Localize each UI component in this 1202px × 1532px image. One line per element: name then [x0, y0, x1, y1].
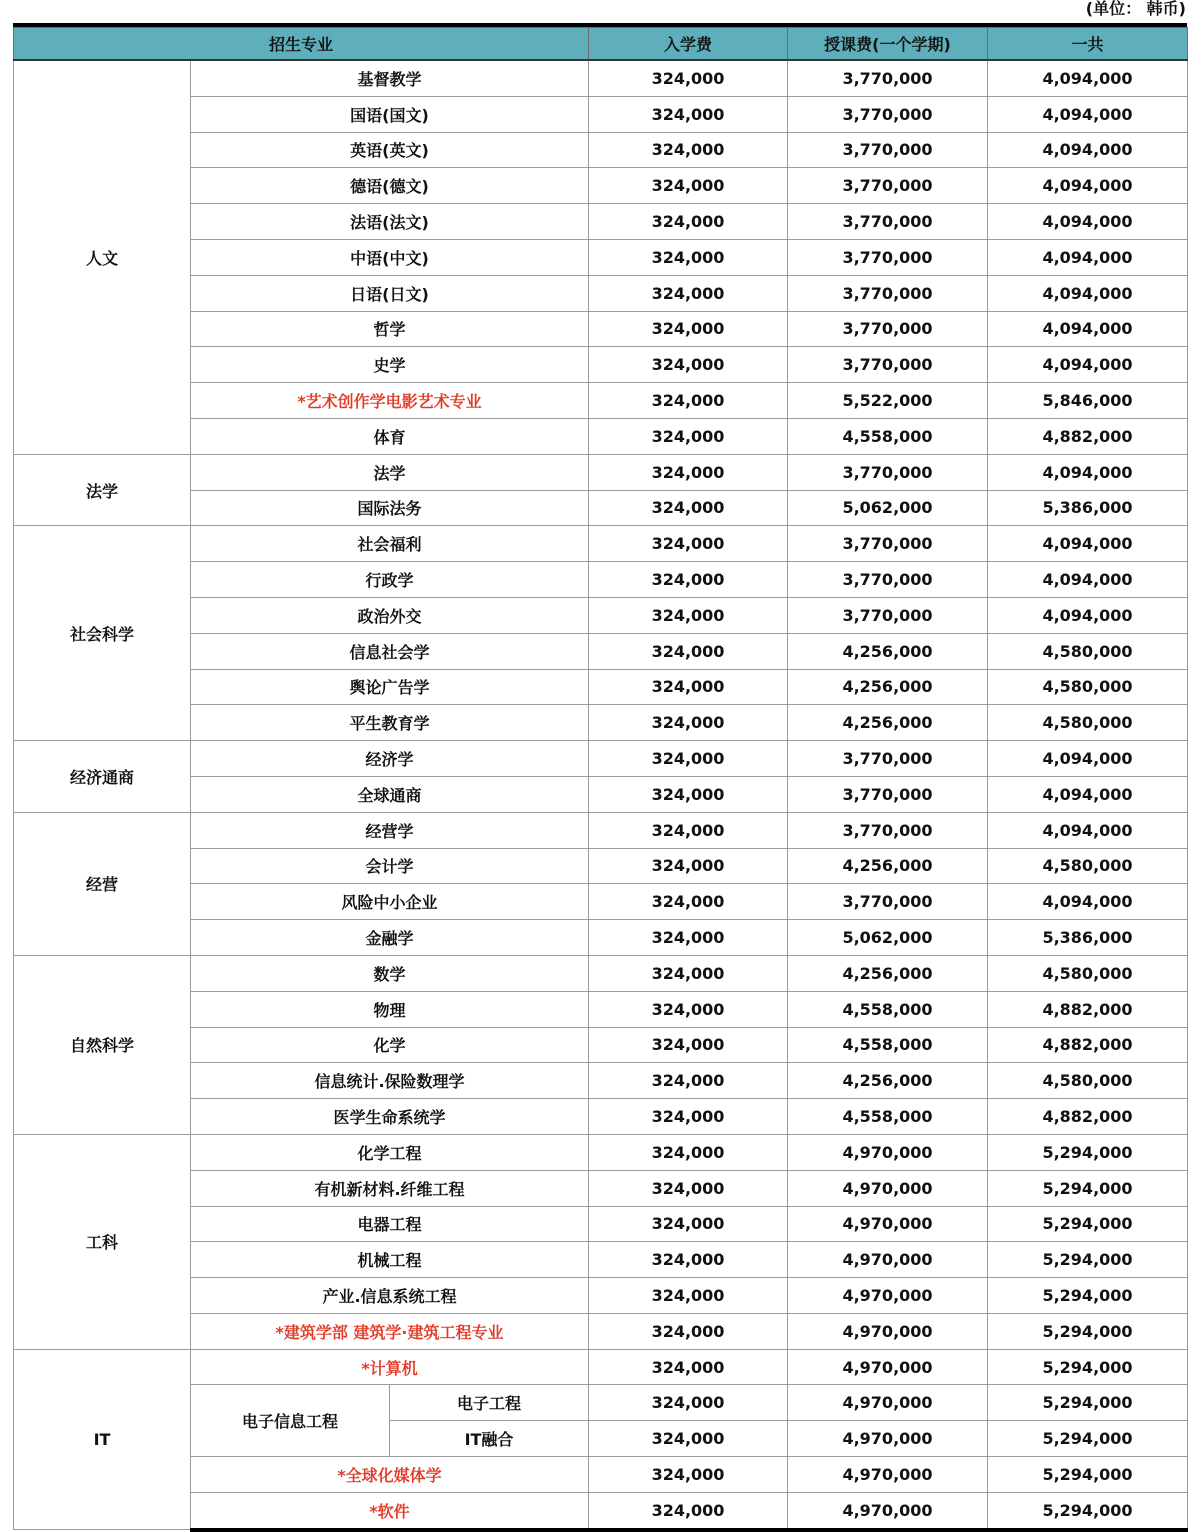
- major-cell: 德语(德文): [191, 168, 589, 204]
- table-row: [14, 920, 1188, 956]
- table-row: [14, 1457, 1188, 1493]
- major-cell: *软件: [191, 1492, 589, 1529]
- total-fee-cell: 4,094,000: [988, 239, 1188, 275]
- admission-fee-cell: 324,000: [589, 705, 788, 741]
- major-cell: 日语(日文): [191, 275, 589, 311]
- admission-fee-cell: 324,000: [589, 741, 788, 777]
- total-fee-cell: 5,294,000: [988, 1385, 1188, 1421]
- header-row: [14, 28, 1188, 61]
- table-row: [14, 884, 1188, 920]
- admission-fee-cell: 324,000: [589, 1492, 788, 1529]
- category-cell: 工科: [14, 1134, 191, 1349]
- total-fee-cell: 4,094,000: [988, 741, 1188, 777]
- table-row: [14, 454, 1188, 490]
- table-row: [14, 955, 1188, 991]
- major-cell: 中语(中文): [191, 239, 589, 275]
- total-fee-cell: 4,094,000: [988, 132, 1188, 168]
- total-fee-cell: 4,094,000: [988, 204, 1188, 240]
- admission-fee-cell: 324,000: [589, 1421, 788, 1457]
- major-cell: *计算机: [191, 1349, 589, 1385]
- admission-fee-cell: 324,000: [589, 311, 788, 347]
- admission-fee-cell: 324,000: [589, 1242, 788, 1278]
- tuition-fee-cell: 4,970,000: [788, 1134, 988, 1170]
- major-cell: 平生教育学: [191, 705, 589, 741]
- major-cell: 会计学: [191, 848, 589, 884]
- table-row: [14, 633, 1188, 669]
- major-cell: 哲学: [191, 311, 589, 347]
- table-row: [14, 812, 1188, 848]
- major-cell: 舆论广告学: [191, 669, 589, 705]
- total-fee-cell: 5,386,000: [988, 490, 1188, 526]
- major-cell: IT融合: [390, 1421, 589, 1457]
- parent-major-cell: 电子信息工程: [191, 1385, 390, 1457]
- category-cell: 人文: [14, 60, 191, 454]
- total-fee-cell: 4,094,000: [988, 347, 1188, 383]
- total-fee-cell: 4,094,000: [988, 275, 1188, 311]
- table-row: [14, 597, 1188, 633]
- tuition-fee-cell: 3,770,000: [788, 562, 988, 598]
- table-row: [14, 239, 1188, 275]
- admission-fee-cell: 324,000: [589, 1206, 788, 1242]
- tuition-fee-cell: 5,522,000: [788, 383, 988, 419]
- admission-fee-cell: 324,000: [589, 955, 788, 991]
- total-fee-cell: 5,846,000: [988, 383, 1188, 419]
- table-row: [14, 705, 1188, 741]
- tuition-fee-cell: 5,062,000: [788, 920, 988, 956]
- tuition-fee-cell: 4,558,000: [788, 1099, 988, 1135]
- tuition-fee-cell: 4,558,000: [788, 418, 988, 454]
- tuition-fee-cell: 4,970,000: [788, 1385, 988, 1421]
- tuition-fee-cell: 3,770,000: [788, 311, 988, 347]
- table-row: [14, 60, 1188, 96]
- table-row: [14, 204, 1188, 240]
- major-cell: 风险中小企业: [191, 884, 589, 920]
- table-body: [14, 60, 1188, 1530]
- total-fee-cell: 4,094,000: [988, 96, 1188, 132]
- total-fee-cell: 4,094,000: [988, 884, 1188, 920]
- category-cell: 自然科学: [14, 955, 191, 1134]
- tuition-fee-cell: 4,970,000: [788, 1457, 988, 1493]
- table-row: [14, 1206, 1188, 1242]
- major-cell: 全球通商: [191, 776, 589, 812]
- tuition-fee-cell: 4,970,000: [788, 1278, 988, 1314]
- admission-fee-cell: 324,000: [589, 204, 788, 240]
- table-row: [14, 848, 1188, 884]
- tuition-fee-cell: 3,770,000: [788, 776, 988, 812]
- total-fee-cell: 4,094,000: [988, 454, 1188, 490]
- category-cell: 经营: [14, 812, 191, 955]
- tuition-fee-cell: 3,770,000: [788, 275, 988, 311]
- header-tuition: 授课费(一个学期): [788, 28, 988, 61]
- total-fee-cell: 4,882,000: [988, 418, 1188, 454]
- tuition-fee-cell: 4,970,000: [788, 1170, 988, 1206]
- major-cell: 产业.信息系统工程: [191, 1278, 589, 1314]
- header-total: 一共: [988, 28, 1188, 61]
- admission-fee-cell: 324,000: [589, 1349, 788, 1385]
- tuition-fee-cell: 4,558,000: [788, 1027, 988, 1063]
- total-fee-cell: 4,580,000: [988, 955, 1188, 991]
- major-cell: 基督教学: [191, 60, 589, 96]
- major-cell: 信息统计.保险数理学: [191, 1063, 589, 1099]
- admission-fee-cell: 324,000: [589, 168, 788, 204]
- total-fee-cell: 5,294,000: [988, 1492, 1188, 1529]
- category-cell: 经济通商: [14, 741, 191, 813]
- table-row: [14, 275, 1188, 311]
- admission-fee-cell: 324,000: [589, 418, 788, 454]
- total-fee-cell: 5,294,000: [988, 1170, 1188, 1206]
- admission-fee-cell: 324,000: [589, 812, 788, 848]
- total-fee-cell: 4,094,000: [988, 776, 1188, 812]
- admission-fee-cell: 324,000: [589, 1278, 788, 1314]
- admission-fee-cell: 324,000: [589, 383, 788, 419]
- admission-fee-cell: 324,000: [589, 96, 788, 132]
- table-row: [14, 1313, 1188, 1349]
- admission-fee-cell: 324,000: [589, 562, 788, 598]
- table-row: [14, 1099, 1188, 1135]
- tuition-fee-cell: 3,770,000: [788, 96, 988, 132]
- total-fee-cell: 4,580,000: [988, 633, 1188, 669]
- major-cell: 电子工程: [390, 1385, 589, 1421]
- total-fee-cell: 4,882,000: [988, 991, 1188, 1027]
- tuition-fee-cell: 3,770,000: [788, 239, 988, 275]
- total-fee-cell: 5,294,000: [988, 1457, 1188, 1493]
- tuition-fee-cell: 4,256,000: [788, 848, 988, 884]
- major-cell: 体育: [191, 418, 589, 454]
- admission-fee-cell: 324,000: [589, 1027, 788, 1063]
- table-row: [14, 1278, 1188, 1314]
- major-cell: 法学: [191, 454, 589, 490]
- major-cell: 电器工程: [191, 1206, 589, 1242]
- category-cell: 社会科学: [14, 526, 191, 741]
- table-row: [14, 1170, 1188, 1206]
- table-row: [14, 311, 1188, 347]
- admission-fee-cell: 324,000: [589, 1170, 788, 1206]
- category-cell: IT: [14, 1349, 191, 1529]
- tuition-fee-cell: 4,256,000: [788, 1063, 988, 1099]
- admission-fee-cell: 324,000: [589, 633, 788, 669]
- major-cell: 英语(英文): [191, 132, 589, 168]
- admission-fee-cell: 324,000: [589, 1099, 788, 1135]
- category-cell: 法学: [14, 454, 191, 526]
- table-row: [14, 490, 1188, 526]
- major-cell: 化学: [191, 1027, 589, 1063]
- tuition-fee-cell: 3,770,000: [788, 597, 988, 633]
- total-fee-cell: 4,580,000: [988, 705, 1188, 741]
- total-fee-cell: 4,094,000: [988, 526, 1188, 562]
- tuition-fee-cell: 4,970,000: [788, 1206, 988, 1242]
- tuition-fee-table: [13, 27, 1188, 1532]
- tuition-fee-cell: 4,256,000: [788, 955, 988, 991]
- table-row: [14, 168, 1188, 204]
- major-cell: 信息社会学: [191, 633, 589, 669]
- table-row: [14, 776, 1188, 812]
- total-fee-cell: 5,294,000: [988, 1134, 1188, 1170]
- major-cell: 有机新材料.纤维工程: [191, 1170, 589, 1206]
- tuition-fee-cell: 4,970,000: [788, 1349, 988, 1385]
- tuition-fee-cell: 4,256,000: [788, 633, 988, 669]
- admission-fee-cell: 324,000: [589, 454, 788, 490]
- unit-note: (单位： 韩币): [1085, 0, 1186, 18]
- major-cell: 医学生命系统学: [191, 1099, 589, 1135]
- table-row: [14, 96, 1188, 132]
- table-row: [14, 1492, 1188, 1529]
- table-row: [14, 669, 1188, 705]
- total-fee-cell: 4,094,000: [988, 60, 1188, 96]
- tuition-fee-cell: 3,770,000: [788, 132, 988, 168]
- tuition-fee-cell: 3,770,000: [788, 812, 988, 848]
- admission-fee-cell: 324,000: [589, 1457, 788, 1493]
- tuition-fee-cell: 3,770,000: [788, 168, 988, 204]
- tuition-fee-cell: 3,770,000: [788, 741, 988, 777]
- admission-fee-cell: 324,000: [589, 526, 788, 562]
- admission-fee-cell: 324,000: [589, 490, 788, 526]
- total-fee-cell: 4,094,000: [988, 311, 1188, 347]
- total-fee-cell: 5,294,000: [988, 1278, 1188, 1314]
- major-cell: *艺术创作学电影艺术专业: [191, 383, 589, 419]
- major-cell: 机械工程: [191, 1242, 589, 1278]
- admission-fee-cell: 324,000: [589, 1385, 788, 1421]
- major-cell: 物理: [191, 991, 589, 1027]
- major-cell: *全球化媒体学: [191, 1457, 589, 1493]
- admission-fee-cell: 324,000: [589, 991, 788, 1027]
- admission-fee-cell: 324,000: [589, 275, 788, 311]
- admission-fee-cell: 324,000: [589, 776, 788, 812]
- total-fee-cell: 4,580,000: [988, 848, 1188, 884]
- tuition-fee-cell: 4,970,000: [788, 1313, 988, 1349]
- tuition-fee-cell: 5,062,000: [788, 490, 988, 526]
- admission-fee-cell: 324,000: [589, 597, 788, 633]
- admission-fee-cell: 324,000: [589, 1063, 788, 1099]
- table-row: [14, 1063, 1188, 1099]
- total-fee-cell: 4,580,000: [988, 669, 1188, 705]
- major-cell: 国语(国文): [191, 96, 589, 132]
- total-fee-cell: 4,882,000: [988, 1027, 1188, 1063]
- total-fee-cell: 4,882,000: [988, 1099, 1188, 1135]
- major-cell: 政治外交: [191, 597, 589, 633]
- major-cell: 史学: [191, 347, 589, 383]
- major-cell: *建筑学部 建筑学·建筑工程专业: [191, 1313, 589, 1349]
- admission-fee-cell: 324,000: [589, 239, 788, 275]
- table-row: [14, 1385, 1188, 1421]
- total-fee-cell: 5,294,000: [988, 1421, 1188, 1457]
- major-cell: 化学工程: [191, 1134, 589, 1170]
- table-row: [14, 741, 1188, 777]
- tuition-fee-cell: 3,770,000: [788, 526, 988, 562]
- total-fee-cell: 4,094,000: [988, 168, 1188, 204]
- admission-fee-cell: 324,000: [589, 1313, 788, 1349]
- admission-fee-cell: 324,000: [589, 884, 788, 920]
- major-cell: 社会福利: [191, 526, 589, 562]
- admission-fee-cell: 324,000: [589, 1134, 788, 1170]
- table-row: [14, 1242, 1188, 1278]
- table-row: [14, 347, 1188, 383]
- tuition-fee-cell: 3,770,000: [788, 60, 988, 96]
- header-major: 招生专业: [14, 28, 589, 61]
- tuition-fee-cell: 4,970,000: [788, 1242, 988, 1278]
- major-cell: 金融学: [191, 920, 589, 956]
- total-fee-cell: 4,580,000: [988, 1063, 1188, 1099]
- total-fee-cell: 5,294,000: [988, 1242, 1188, 1278]
- major-cell: 数学: [191, 955, 589, 991]
- total-fee-cell: 4,094,000: [988, 562, 1188, 598]
- major-cell: 经济学: [191, 741, 589, 777]
- tuition-fee-cell: 4,558,000: [788, 991, 988, 1027]
- total-fee-cell: 4,094,000: [988, 812, 1188, 848]
- table-row: [14, 991, 1188, 1027]
- table-row: [14, 1134, 1188, 1170]
- tuition-fee-cell: 3,770,000: [788, 454, 988, 490]
- major-cell: 法语(法文): [191, 204, 589, 240]
- total-fee-cell: 5,294,000: [988, 1206, 1188, 1242]
- major-cell: 经营学: [191, 812, 589, 848]
- total-fee-cell: 5,294,000: [988, 1313, 1188, 1349]
- admission-fee-cell: 324,000: [589, 848, 788, 884]
- admission-fee-cell: 324,000: [589, 347, 788, 383]
- table-row: [14, 418, 1188, 454]
- table-row: [14, 526, 1188, 562]
- header-admission: 入学费: [589, 28, 788, 61]
- table-row: [14, 383, 1188, 419]
- admission-fee-cell: 324,000: [589, 132, 788, 168]
- admission-fee-cell: 324,000: [589, 920, 788, 956]
- admission-fee-cell: 324,000: [589, 60, 788, 96]
- table-row: [14, 1027, 1188, 1063]
- table-row: [14, 562, 1188, 598]
- table-row: [14, 1349, 1188, 1385]
- tuition-fee-cell: 3,770,000: [788, 884, 988, 920]
- tuition-fee-cell: 3,770,000: [788, 204, 988, 240]
- major-cell: 行政学: [191, 562, 589, 598]
- tuition-fee-cell: 3,770,000: [788, 347, 988, 383]
- tuition-fee-cell: 4,970,000: [788, 1492, 988, 1529]
- tuition-fee-cell: 4,970,000: [788, 1421, 988, 1457]
- major-cell: 国际法务: [191, 490, 589, 526]
- admission-fee-cell: 324,000: [589, 669, 788, 705]
- total-fee-cell: 5,294,000: [988, 1349, 1188, 1385]
- tuition-fee-cell: 4,256,000: [788, 669, 988, 705]
- tuition-fee-cell: 4,256,000: [788, 705, 988, 741]
- table-row: [14, 132, 1188, 168]
- total-fee-cell: 4,094,000: [988, 597, 1188, 633]
- total-fee-cell: 5,386,000: [988, 920, 1188, 956]
